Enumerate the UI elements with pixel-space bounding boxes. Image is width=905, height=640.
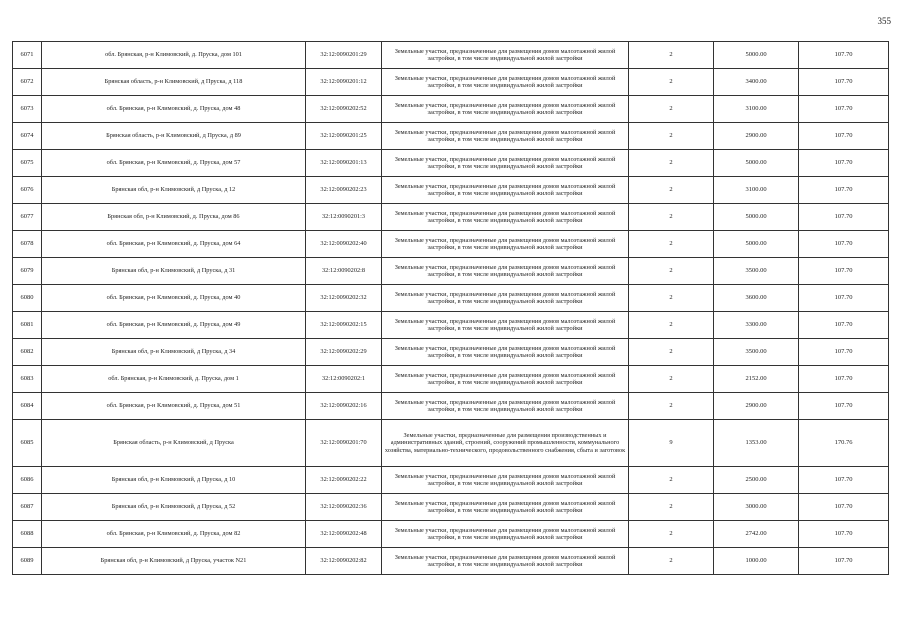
row-number-cell: 6078 — [13, 231, 42, 258]
cadastral-number-cell: 32:12:0090201:25 — [306, 123, 382, 150]
cadastral-number-cell: 32:12:0090201:29 — [306, 42, 382, 69]
rate-cell: 107.70 — [799, 177, 889, 204]
group-cell: 2 — [629, 494, 714, 521]
cadastral-number-cell: 32:12:0090202:15 — [306, 312, 382, 339]
table-row — [13, 393, 889, 420]
land-use-cell: Земельные участки, предназначенные для размещения домов малоэтажной жилой застройки, в том числе индивидуальной жилой застройки — [382, 285, 629, 312]
area-cell: 3500.00 — [714, 339, 799, 366]
table-body — [13, 42, 889, 575]
land-use-cell: Земельные участки, предназначенные для размещения домов малоэтажной жилой застройки, в том числе индивидуальной жилой застройки — [382, 123, 629, 150]
area-cell: 5000.00 — [714, 204, 799, 231]
table-row — [13, 42, 889, 69]
group-cell: 9 — [629, 420, 714, 467]
area-cell: 2900.00 — [714, 123, 799, 150]
address-cell: обл. Брянская, р-н Климовский, д. Пруска, дом 49 — [42, 312, 306, 339]
row-number-cell: 6084 — [13, 393, 42, 420]
rate-cell: 107.70 — [799, 123, 889, 150]
group-cell: 2 — [629, 42, 714, 69]
table-row — [13, 420, 889, 467]
row-number-cell: 6071 — [13, 42, 42, 69]
rate-cell: 107.70 — [799, 285, 889, 312]
group-cell: 2 — [629, 204, 714, 231]
row-number-cell: 6079 — [13, 258, 42, 285]
address-cell: Брянская обл, р-н Климовский, д Пруска, д 31 — [42, 258, 306, 285]
land-use-cell: Земельные участки, предназначенные для размещения домов малоэтажной жилой застройки, в том числе индивидуальной жилой застройки — [382, 339, 629, 366]
cadastral-number-cell: 32:12:0090201:12 — [306, 69, 382, 96]
rate-cell: 107.70 — [799, 393, 889, 420]
rate-cell: 107.70 — [799, 96, 889, 123]
row-number-cell: 6076 — [13, 177, 42, 204]
cadastral-number-cell: 32:12:0090201:70 — [306, 420, 382, 467]
row-number-cell: 6085 — [13, 420, 42, 467]
address-cell: обл. Брянская, р-н Климовский, д. Пруска, дом 48 — [42, 96, 306, 123]
address-cell: Брянская обл, р-н Климовский, д Пруска, участок N21 — [42, 548, 306, 575]
area-cell: 5000.00 — [714, 42, 799, 69]
address-cell: обл. Брянская, р-н Климовский, д. Пруска, дом 51 — [42, 393, 306, 420]
land-use-cell: Земельные участки, предназначенные для размещения домов малоэтажной жилой застройки, в том числе индивидуальной жилой застройки — [382, 231, 629, 258]
table-row — [13, 312, 889, 339]
address-cell: Брянская область, р-н Климовский, д Пруска, д 89 — [42, 123, 306, 150]
area-cell: 5000.00 — [714, 150, 799, 177]
group-cell: 2 — [629, 467, 714, 494]
rate-cell: 107.70 — [799, 258, 889, 285]
table-row — [13, 123, 889, 150]
cadastral-number-cell: 32:12:0090201:13 — [306, 150, 382, 177]
group-cell: 2 — [629, 177, 714, 204]
address-cell: Брянская обл, р-н Климовский, д Пруска, д 52 — [42, 494, 306, 521]
group-cell: 2 — [629, 521, 714, 548]
row-number-cell: 6072 — [13, 69, 42, 96]
area-cell: 3600.00 — [714, 285, 799, 312]
rate-cell: 107.70 — [799, 204, 889, 231]
land-use-cell: Земельные участки, предназначенные для размещения домов малоэтажной жилой застройки, в том числе индивидуальной жилой застройки — [382, 69, 629, 96]
area-cell: 2500.00 — [714, 467, 799, 494]
area-cell: 3100.00 — [714, 96, 799, 123]
address-cell: Брянская область, р-н Климовский, д Пруска, д 118 — [42, 69, 306, 96]
row-number-cell: 6088 — [13, 521, 42, 548]
cadastral-number-cell: 32:12:0090202:36 — [306, 494, 382, 521]
page-number: 355 — [877, 16, 891, 26]
rate-cell: 107.70 — [799, 494, 889, 521]
rate-cell: 107.70 — [799, 366, 889, 393]
address-cell: обл. Брянская, р-н Климовский, д. Пруска, дом 82 — [42, 521, 306, 548]
row-number-cell: 6089 — [13, 548, 42, 575]
land-use-cell: Земельные участки, предназначенные для размещения домов малоэтажной жилой застройки, в том числе индивидуальной жилой застройки — [382, 494, 629, 521]
table-row — [13, 366, 889, 393]
group-cell: 2 — [629, 312, 714, 339]
cadastral-value-table — [12, 41, 889, 575]
table-row — [13, 467, 889, 494]
row-number-cell: 6081 — [13, 312, 42, 339]
rate-cell: 170.76 — [799, 420, 889, 467]
table-row — [13, 339, 889, 366]
address-cell: обл. Брянская, р-н Климовский, д. Пруска, дом 57 — [42, 150, 306, 177]
row-number-cell: 6086 — [13, 467, 42, 494]
rate-cell: 107.70 — [799, 312, 889, 339]
table-row — [13, 548, 889, 575]
area-cell: 2742.00 — [714, 521, 799, 548]
land-use-cell: Земельные участки, предназначенные для размещения домов малоэтажной жилой застройки, в том числе индивидуальной жилой застройки — [382, 467, 629, 494]
land-use-cell: Земельные участки, предназначенные для размещения домов малоэтажной жилой застройки, в том числе индивидуальной жилой застройки — [382, 393, 629, 420]
cadastral-number-cell: 32:12:0090202:32 — [306, 285, 382, 312]
table-row — [13, 285, 889, 312]
group-cell: 2 — [629, 258, 714, 285]
land-use-cell: Земельные участки, предназначенные для размещения домов малоэтажной жилой застройки, в том числе индивидуальной жилой застройки — [382, 521, 629, 548]
rate-cell: 107.70 — [799, 150, 889, 177]
area-cell: 3400.00 — [714, 69, 799, 96]
land-use-cell: Земельные участки, предназначенные для размещения домов малоэтажной жилой застройки, в том числе индивидуальной жилой застройки — [382, 150, 629, 177]
group-cell: 2 — [629, 150, 714, 177]
row-number-cell: 6077 — [13, 204, 42, 231]
rate-cell: 107.70 — [799, 339, 889, 366]
cadastral-number-cell: 32:12:0090202:22 — [306, 467, 382, 494]
rate-cell: 107.70 — [799, 231, 889, 258]
land-use-cell: Земельные участки, предназначенные для размещения домов малоэтажной жилой застройки, в том числе индивидуальной жилой застройки — [382, 258, 629, 285]
area-cell: 3000.00 — [714, 494, 799, 521]
area-cell: 3500.00 — [714, 258, 799, 285]
address-cell: обл. Брянская, р-н Климовский, д. Пруска, дом 1 — [42, 366, 306, 393]
row-number-cell: 6087 — [13, 494, 42, 521]
area-cell: 1000.00 — [714, 548, 799, 575]
group-cell: 2 — [629, 69, 714, 96]
area-cell: 1353.00 — [714, 420, 799, 467]
group-cell: 2 — [629, 339, 714, 366]
table-row — [13, 258, 889, 285]
group-cell: 2 — [629, 366, 714, 393]
address-cell: Брянская обл, р-н Климовский, д. Пруска, дом 86 — [42, 204, 306, 231]
area-cell: 3100.00 — [714, 177, 799, 204]
land-use-cell: Земельные участки, предназначенные для размещения домов малоэтажной жилой застройки, в том числе индивидуальной жилой застройки — [382, 96, 629, 123]
row-number-cell: 6075 — [13, 150, 42, 177]
area-cell: 3300.00 — [714, 312, 799, 339]
group-cell: 2 — [629, 96, 714, 123]
row-number-cell: 6073 — [13, 96, 42, 123]
land-use-cell: Земельные участки, предназначенные для размещения домов малоэтажной жилой застройки, в том числе индивидуальной жилой застройки — [382, 204, 629, 231]
area-cell: 2152.00 — [714, 366, 799, 393]
area-cell: 5000.00 — [714, 231, 799, 258]
cadastral-number-cell: 32:12:0090202:8 — [306, 258, 382, 285]
rate-cell: 107.70 — [799, 467, 889, 494]
address-cell: Брянская область, р-н Климовский, д Пруска — [42, 420, 306, 467]
table-row — [13, 150, 889, 177]
cadastral-number-cell: 32:12:0090202:1 — [306, 366, 382, 393]
cadastral-number-cell: 32:12:0090202:16 — [306, 393, 382, 420]
row-number-cell: 6082 — [13, 339, 42, 366]
group-cell: 2 — [629, 123, 714, 150]
address-cell: Брянская обл, р-н Климовский, д Пруска, д 34 — [42, 339, 306, 366]
table-row — [13, 521, 889, 548]
row-number-cell: 6083 — [13, 366, 42, 393]
cadastral-number-cell: 32:12:0090202:52 — [306, 96, 382, 123]
group-cell: 2 — [629, 285, 714, 312]
land-use-cell: Земельные участки, предназначенные для размещения домов малоэтажной жилой застройки, в том числе индивидуальной жилой застройки — [382, 366, 629, 393]
table-row — [13, 96, 889, 123]
table-row — [13, 231, 889, 258]
land-use-cell: Земельные участки, предназначенные для размещения домов малоэтажной жилой застройки, в том числе индивидуальной жилой застройки — [382, 548, 629, 575]
land-use-cell: Земельные участки, предназначенные для размещения производственных и административных зданий, строений, сооружений промышленности, коммунального хозяйства, материально-технического, продовольственного снабжения, сбыта и заготовок — [382, 420, 629, 467]
table-row — [13, 494, 889, 521]
group-cell: 2 — [629, 548, 714, 575]
table-row — [13, 69, 889, 96]
cadastral-number-cell: 32:12:0090202:29 — [306, 339, 382, 366]
address-cell: обл. Брянская, р-н Климовский, д. Пруска, дом 101 — [42, 42, 306, 69]
cadastral-number-cell: 32:12:0090202:40 — [306, 231, 382, 258]
group-cell: 2 — [629, 393, 714, 420]
address-cell: обл. Брянская, р-н Климовский, д. Пруска, дом 40 — [42, 285, 306, 312]
cadastral-number-cell: 32:12:0090202:82 — [306, 548, 382, 575]
rate-cell: 107.70 — [799, 69, 889, 96]
rate-cell: 107.70 — [799, 42, 889, 69]
group-cell: 2 — [629, 231, 714, 258]
rate-cell: 107.70 — [799, 548, 889, 575]
cadastral-number-cell: 32:12:0090201:3 — [306, 204, 382, 231]
land-use-cell: Земельные участки, предназначенные для размещения домов малоэтажной жилой застройки, в том числе индивидуальной жилой застройки — [382, 42, 629, 69]
address-cell: Брянская обл, р-н Климовский, д Пруска, д 12 — [42, 177, 306, 204]
address-cell: Брянская обл, р-н Климовский, д Пруска, д 10 — [42, 467, 306, 494]
table-row — [13, 204, 889, 231]
row-number-cell: 6080 — [13, 285, 42, 312]
cadastral-number-cell: 32:12:0090202:48 — [306, 521, 382, 548]
cadastral-number-cell: 32:12:0090202:23 — [306, 177, 382, 204]
area-cell: 2900.00 — [714, 393, 799, 420]
table-row — [13, 177, 889, 204]
address-cell: обл. Брянская, р-н Климовский, д. Пруска, дом 64 — [42, 231, 306, 258]
land-use-cell: Земельные участки, предназначенные для размещения домов малоэтажной жилой застройки, в том числе индивидуальной жилой застройки — [382, 177, 629, 204]
row-number-cell: 6074 — [13, 123, 42, 150]
rate-cell: 107.70 — [799, 521, 889, 548]
land-use-cell: Земельные участки, предназначенные для размещения домов малоэтажной жилой застройки, в том числе индивидуальной жилой застройки — [382, 312, 629, 339]
